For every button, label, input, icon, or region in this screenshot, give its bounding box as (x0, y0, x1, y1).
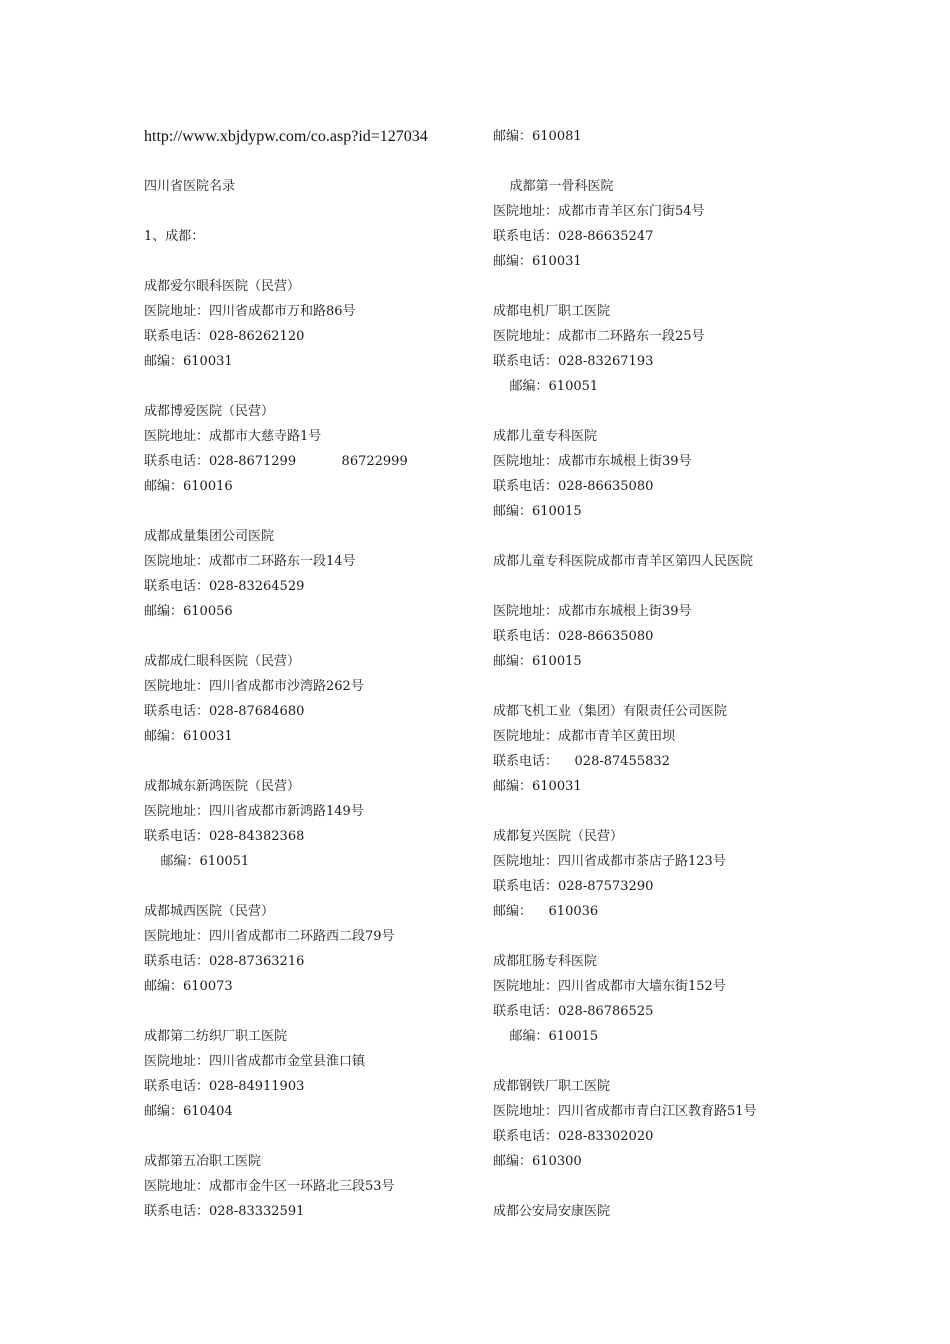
hospital-name: 成都第五冶职工医院 (144, 1154, 262, 1169)
hospital-phone: 联系电话：028-84382368 (144, 829, 305, 844)
hospital-name: 成都儿童专科医院 (493, 429, 598, 444)
hospital-phone: 联系电话：028-86635247 (493, 229, 654, 244)
blank-line (493, 924, 823, 949)
blank-line (493, 674, 823, 699)
section-heading: 1、成都： (144, 229, 205, 244)
hospital-postcode: 邮编： 610036 (493, 904, 599, 919)
hospital-name: 成都复兴医院（民营） (493, 829, 624, 844)
hospital-address: 医院地址：四川省成都市二环路西二段79号 (144, 929, 395, 944)
blank-line (144, 749, 474, 774)
hospital-address: 医院地址：四川省成都市茶店子路123号 (493, 854, 726, 869)
blank-line (144, 199, 474, 224)
hospital-phone: 联系电话：028-86262120 (144, 329, 305, 344)
hospital-name: 成都肛肠专科医院 (493, 954, 598, 969)
hospital-postcode: 邮编：610031 (144, 729, 233, 744)
hospital-name: 成都钢铁厂职工医院 (493, 1079, 611, 1094)
hospital-name: 成都电机厂职工医院 (493, 304, 611, 319)
blank-line (144, 149, 474, 174)
document-title: 四川省医院名录 (144, 179, 236, 194)
hospital-postcode: 邮编：610051 (493, 379, 599, 394)
blank-line (493, 1049, 823, 1074)
hospital-name: 成都儿童专科医院成都市青羊区第四人民医院 (493, 554, 754, 569)
hospital-phone: 联系电话：028-8671299 86722999 (144, 454, 408, 469)
blank-line (144, 1124, 474, 1149)
blank-line (144, 249, 474, 274)
blank-line (493, 149, 823, 174)
hospital-phone: 联系电话：028-87573290 (493, 879, 654, 894)
hospital-name: 成都城东新鸿医院（民营） (144, 779, 301, 794)
hospital-postcode: 邮编：610031 (493, 254, 582, 269)
source-url: http://www.xbjdypw.com/co.asp?id=127034 (144, 128, 428, 145)
hospital-address: 医院地址：四川省成都市沙湾路262号 (144, 679, 364, 694)
hospital-postcode: 邮编：610300 (493, 1154, 582, 1169)
blank-line (493, 399, 823, 424)
blank-line (144, 874, 474, 899)
blank-line (144, 374, 474, 399)
hospital-phone: 联系电话：028-86786525 (493, 1004, 654, 1019)
hospital-name: 成都飞机工业（集团）有限责任公司医院 (493, 704, 728, 719)
hospital-phone: 联系电话： 028-87455832 (493, 754, 670, 769)
right-column (493, 124, 823, 1224)
hospital-address: 医院地址：四川省成都市金堂县淮口镇 (144, 1054, 366, 1069)
hospital-name: 成都第二纺织厂职工医院 (144, 1029, 288, 1044)
blank-line (493, 1174, 823, 1199)
hospital-name: 成都城西医院（民营） (144, 904, 275, 919)
hospital-phone: 联系电话：028-84911903 (144, 1079, 305, 1094)
hospital-name: 成都第一骨科医院 (493, 179, 614, 194)
hospital-address: 医院地址：成都市二环路东一段14号 (144, 554, 356, 569)
hospital-address: 医院地址：四川省成都市新鸿路149号 (144, 804, 364, 819)
hospital-phone: 联系电话：028-83267193 (493, 354, 654, 369)
hospital-name: 成都爱尔眼科医院（民营） (144, 279, 301, 294)
hospital-postcode: 邮编：610073 (144, 979, 233, 994)
blank-line (144, 499, 474, 524)
hospital-address: 医院地址：成都市二环路东一段25号 (493, 329, 705, 344)
hospital-phone: 联系电话：028-83264529 (144, 579, 305, 594)
hospital-phone: 联系电话：028-86635080 (493, 629, 654, 644)
hospital-postcode: 邮编：610015 (493, 1029, 599, 1044)
hospital-address: 医院地址：成都市东城根上街39号 (493, 454, 692, 469)
hospital-postcode: 邮编：610081 (493, 129, 582, 144)
hospital-postcode: 邮编：610016 (144, 479, 233, 494)
hospital-phone: 联系电话：028-87684680 (144, 704, 305, 719)
blank-line (493, 574, 823, 599)
hospital-address: 医院地址：成都市金牛区一环路北三段53号 (144, 1179, 395, 1194)
hospital-phone: 联系电话：028-86635080 (493, 479, 654, 494)
hospital-postcode: 邮编：610051 (144, 854, 250, 869)
hospital-address: 医院地址：四川省成都市大墙东街152号 (493, 979, 726, 994)
hospital-address: 医院地址：成都市青羊区黄田坝 (493, 729, 676, 744)
hospital-address: 医院地址：成都市大慈寺路1号 (144, 429, 322, 444)
hospital-address: 医院地址：四川省成都市万和路86号 (144, 304, 356, 319)
hospital-name: 成都公安局安康医院 (493, 1204, 611, 1219)
hospital-address: 医院地址：成都市青羊区东门街54号 (493, 204, 705, 219)
hospital-name: 成都博爱医院（民营） (144, 404, 275, 419)
hospital-postcode: 邮编：610015 (493, 654, 582, 669)
hospital-postcode: 邮编：610031 (493, 779, 582, 794)
hospital-address: 医院地址：四川省成都市青白江区教育路51号 (493, 1104, 757, 1119)
hospital-postcode: 邮编：610015 (493, 504, 582, 519)
hospital-address: 医院地址：成都市东城根上街39号 (493, 604, 692, 619)
hospital-phone: 联系电话：028-83302020 (493, 1129, 654, 1144)
hospital-postcode: 邮编：610056 (144, 604, 233, 619)
blank-line (493, 524, 823, 549)
hospital-name: 成都成仁眼科医院（民营） (144, 654, 301, 669)
left-column (144, 124, 474, 1224)
hospital-phone: 联系电话：028-87363216 (144, 954, 305, 969)
hospital-name: 成都成量集团公司医院 (144, 529, 275, 544)
blank-line (493, 274, 823, 299)
hospital-postcode: 邮编：610404 (144, 1104, 233, 1119)
blank-line (493, 799, 823, 824)
blank-line (144, 999, 474, 1024)
blank-line (144, 624, 474, 649)
hospital-phone: 联系电话：028-83332591 (144, 1204, 305, 1219)
hospital-postcode: 邮编：610031 (144, 354, 233, 369)
